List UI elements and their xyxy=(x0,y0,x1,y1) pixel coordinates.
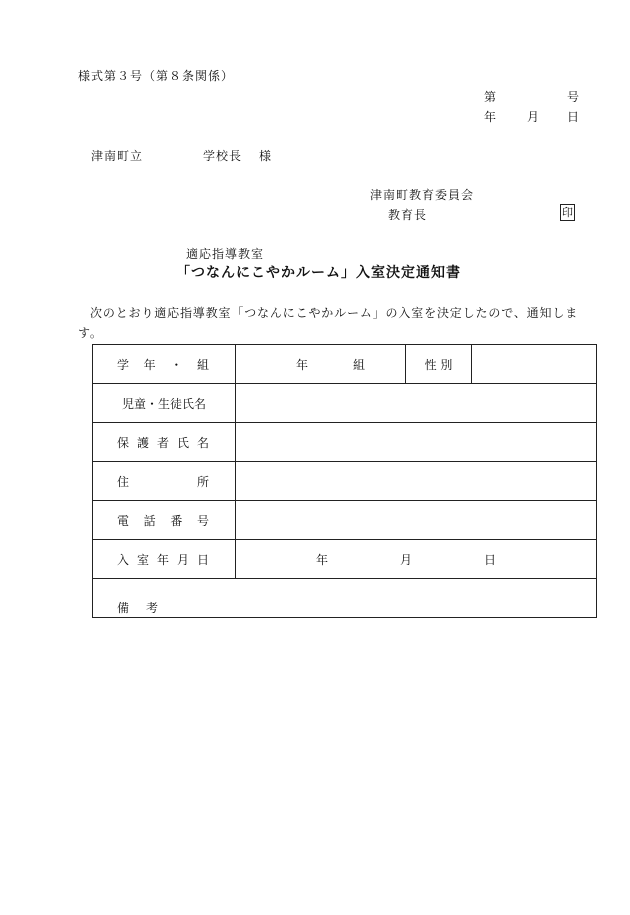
guardian-label-char: 者 xyxy=(156,435,169,450)
address-field[interactable] xyxy=(236,462,597,501)
entry-date-label-char: 月 xyxy=(176,552,189,567)
guardian-name-label-cell xyxy=(93,423,236,462)
document-subtitle: 適応指導教室 xyxy=(186,247,265,261)
notification-form-table xyxy=(92,344,597,618)
entry-date-label-cell xyxy=(93,540,236,579)
address-label-char: 所 xyxy=(196,474,209,489)
grade-label-char: ・ xyxy=(170,357,183,372)
table-row-guardian-name xyxy=(93,423,597,462)
addressee-honorific: 様 xyxy=(259,149,272,163)
document-number-prefix: 第 xyxy=(484,90,497,104)
table-row-remarks xyxy=(93,579,597,618)
grade-label-char: 年 xyxy=(143,357,156,372)
entry-date-label-char: 日 xyxy=(196,552,209,567)
phone-label-char: 号 xyxy=(196,513,209,528)
guardian-label-char: 護 xyxy=(136,435,149,450)
entry-date-label-char: 入 xyxy=(117,552,130,567)
issue-date-year: 年 xyxy=(484,110,497,124)
addressee-town: 津南町立 xyxy=(91,149,144,163)
phone-label-char: 電 xyxy=(117,513,130,528)
issue-date-month: 月 xyxy=(527,110,540,124)
table-row-grade xyxy=(93,345,597,384)
issue-date-day: 日 xyxy=(567,110,580,124)
table-row-address xyxy=(93,462,597,501)
sender-title: 教育長 xyxy=(388,208,428,222)
form-number-label: 様式第３号（第８条関係） xyxy=(78,69,235,83)
grade-year-unit: 年 xyxy=(296,357,309,372)
address-label-cell xyxy=(93,462,236,501)
sender-organization: 津南町教育委員会 xyxy=(370,188,475,202)
student-name-field[interactable] xyxy=(236,384,597,423)
body-paragraph: 次のとおり適応指導教室「つなんにこやかルーム」の入室を決定したので、通知します。 xyxy=(78,306,579,340)
grade-value-cell[interactable] xyxy=(236,345,406,384)
remarks-label-char: 備 xyxy=(117,600,131,615)
address-label-char: 住 xyxy=(117,474,130,489)
gender-value-cell[interactable] xyxy=(472,345,597,384)
entry-date-field[interactable] xyxy=(236,540,597,579)
grade-label-cell xyxy=(93,345,236,384)
table-row-student-name xyxy=(93,384,597,423)
student-name-label: 児童・生徒氏名 xyxy=(93,384,236,423)
entry-day-unit: 日 xyxy=(483,552,496,567)
document-number-suffix: 号 xyxy=(567,90,580,104)
phone-label-char: 番 xyxy=(170,513,183,528)
guardian-label-char: 氏 xyxy=(176,435,189,450)
guardian-label-char: 名 xyxy=(196,435,209,450)
grade-label-char: 組 xyxy=(196,357,209,372)
entry-date-label-char: 室 xyxy=(136,552,149,567)
grade-class-unit: 組 xyxy=(352,357,365,372)
phone-field[interactable] xyxy=(236,501,597,540)
table-row-phone xyxy=(93,501,597,540)
guardian-label-char: 保 xyxy=(117,435,130,450)
phone-label-char: 話 xyxy=(143,513,156,528)
seal-stamp-mark: 印 xyxy=(562,206,573,219)
guardian-name-field[interactable] xyxy=(236,423,597,462)
gender-label-cell: 性 別 xyxy=(406,345,472,384)
entry-year-unit: 年 xyxy=(316,552,329,567)
document-title: 「つなんにこやかルーム」入室決定通知書 xyxy=(176,265,461,281)
grade-label-char: 学 xyxy=(117,357,130,372)
phone-label-cell xyxy=(93,501,236,540)
entry-date-label-char: 年 xyxy=(156,552,169,567)
table-row-entry-date xyxy=(93,540,597,579)
remarks-field[interactable] xyxy=(93,579,597,618)
addressee-principal: 学校長 xyxy=(203,149,243,163)
remarks-label-char: 考 xyxy=(146,600,160,615)
entry-month-unit: 月 xyxy=(399,552,412,567)
